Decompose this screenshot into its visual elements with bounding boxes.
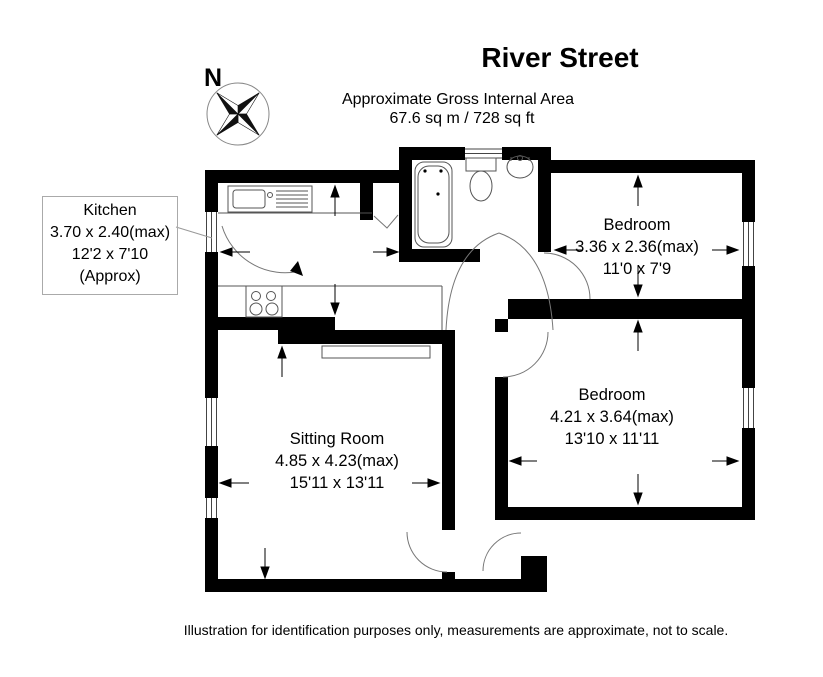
compass-rose [217,93,259,135]
bedroom1-imperial: 11'0 x 7'9 [602,260,672,278]
wall-bath-left [399,147,412,262]
wall-right-2 [742,266,755,388]
bathroom-door-arc-left [446,233,499,330]
wall-bed2-left-stub [495,319,508,332]
wall-sitting-right [442,344,455,530]
toilet [466,158,496,201]
bedroom2-label [550,384,674,450]
kitchen-metric: 3.70 x 2.40(max) [49,224,171,241]
kitchen-swing-arrowhead [290,261,303,276]
window-sitting-left-1 [202,398,221,446]
sitting-radiator [322,346,430,358]
bedroom1-metric: 3.36 x 2.36(max) [575,238,699,256]
wall-bed2-left [495,377,508,520]
wall-right-3 [742,428,755,520]
kitchen-label-box [42,196,178,295]
area-line-2: 67.6 sq m / 728 sq ft [389,110,535,127]
bedroom2-door-arc [503,332,548,377]
wall-kitchen-bottom [205,317,335,330]
wall-bed1-top [538,160,755,173]
kitchen-name: Kitchen [83,202,137,219]
entrance-door-arc [483,533,521,571]
wall-right-1 [742,160,755,222]
bedroom1-name: Bedroom [603,216,671,234]
window-bed1-right [739,222,758,266]
bedroom2-name: Bedroom [578,386,646,404]
wall-kitchen-top [205,170,412,183]
window-kitchen-left [202,212,221,252]
page-title: River Street [481,42,639,73]
compass-north-label: N [204,64,223,92]
wall-bed1-bottom [508,299,755,319]
kitchen-imperial: 12'2 x 7'10 [71,246,149,263]
sitting-room-metric: 4.85 x 4.23(max) [275,452,399,470]
kitchen-sink [228,186,312,212]
compass [204,64,269,145]
bedroom2-imperial: 13'10 x 11'11 [564,430,660,448]
window-bed2-right [739,388,758,428]
sitting-door-arc [407,532,447,572]
window-sitting-left-2 [202,498,221,518]
wall-bed2-bottom [495,507,755,520]
bedroom1-label [575,214,699,280]
kitchen-door-fold [374,215,398,228]
sitting-room-label [275,428,399,494]
sitting-room-imperial: 15'11 x 13'11 [289,474,385,492]
disclaimer-text: Illustration for identification purposes only, measurements are approximate, not to scale. [183,622,729,638]
wall-bottom [205,579,547,592]
kitchen-swing-arc [222,226,300,273]
wall-sitting-top [278,330,455,344]
area-line-1: Approximate Gross Internal Area [341,91,575,108]
wall-entrance-jog [521,556,547,579]
bedroom2-metric: 4.21 x 3.64(max) [550,408,674,426]
wall-bath-top-a [399,147,465,160]
kitchen-note: (Approx) [79,268,141,285]
bathtub [415,162,452,247]
kitchen-stove [246,286,282,317]
sitting-room-name: Sitting Room [289,430,385,448]
wall-kitchen-right [360,183,373,220]
wall-left-3 [205,446,218,498]
